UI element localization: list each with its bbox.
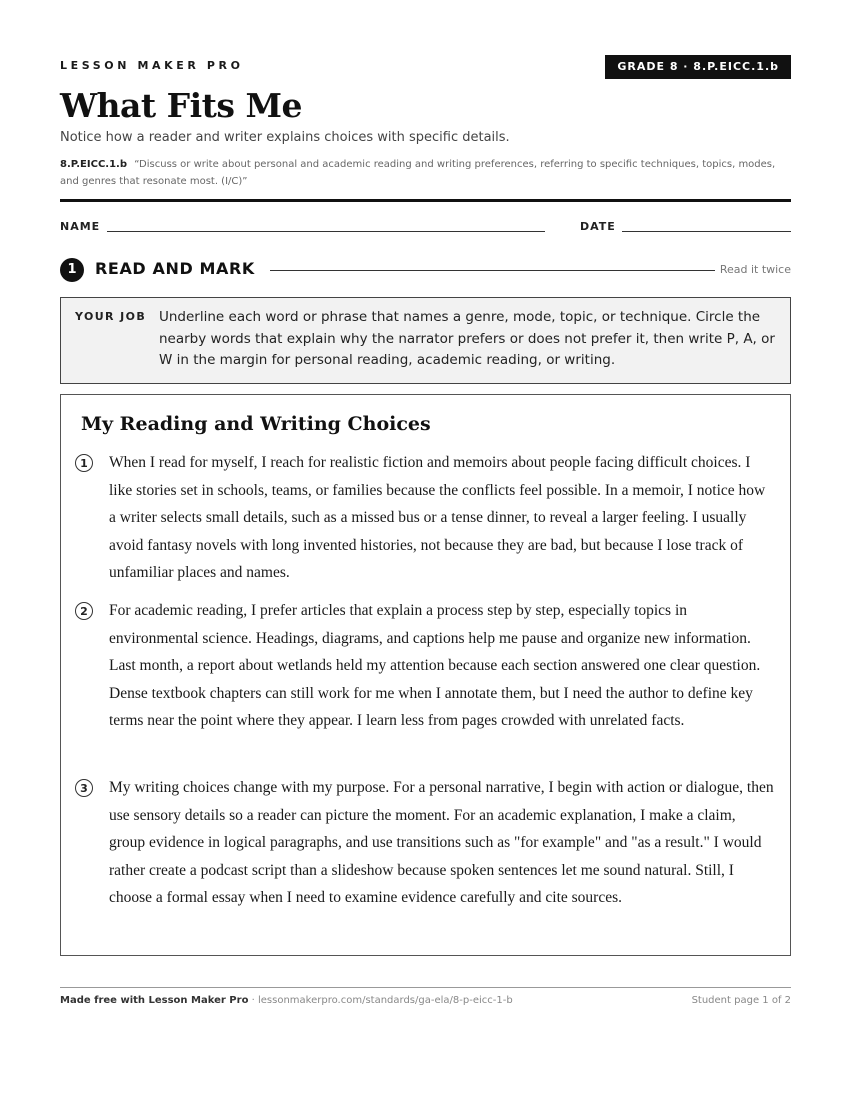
brand-name: LESSON MAKER PRO (60, 59, 244, 72)
paragraph-number: 3 (75, 779, 93, 797)
reading-passage (60, 394, 791, 956)
standard-text: “Discuss or write about personal and academic reading and writing preferences, referring to specific techniques, topics, modes, and genres that resonate most. (I/C)” (60, 159, 776, 187)
footer-url[interactable]: · lessonmakerpro.com/standards/ga-ela/8-p-eicc-1-b (251, 995, 513, 1006)
paragraph-text: My writing choices change with my purpose. For a personal narrative, I begin with action or dialogue, then use sensory details so a reader can picture the moment. For an academic explanation, I make a claim, group evidence in logical paragraphs, and use transitions such as "for example" and "as a result." I would rather create a podcast script than a slideshow because spoken sentences let me sound natural. Still, I choose a formal essay when I need to examine evidence carefully and cite sources. (109, 779, 774, 907)
instructions-box (60, 297, 791, 384)
footer-made-with: Made free with Lesson Maker Pro (60, 995, 249, 1006)
passage-title: My Reading and Writing Choices (81, 413, 431, 435)
section-title: READ AND MARK (95, 259, 255, 278)
grade-badge: GRADE 8 · 8.P.EICC.1.b (605, 55, 791, 79)
section-note: Read it twice (719, 263, 791, 276)
name-label: NAME (60, 220, 101, 233)
header-divider (60, 199, 791, 202)
job-label: YOUR JOB (75, 310, 147, 323)
date-label: DATE (580, 220, 616, 233)
footer-page-number: Student page 1 of 2 (691, 995, 791, 1006)
paragraph-number: 2 (75, 602, 93, 620)
date-line[interactable] (622, 231, 791, 232)
page-title: What Fits Me (60, 86, 302, 125)
paragraph-number: 1 (75, 454, 93, 472)
standard-code: 8.P.EICC.1.b (60, 159, 127, 170)
name-line[interactable] (107, 231, 545, 232)
paragraph-text: When I read for myself, I reach for realistic fiction and memoirs about people facing difficult choices. I like stories set in schools, teams, or families because the conflicts feel possible. In a memoir, I notice how a writer selects small details, such as a missed bus or a tense dinner, to reveal a larger feeling. I usually avoid fantasy novels with long invented histories, not because they are bad, but because I lose track of unfamiliar places and names. (109, 454, 766, 582)
paragraph-text: For academic reading, I prefer articles that explain a process step by step, especially topics in environmental science. Headings, diagrams, and captions help me pause and organize new information. Last month, a report about wetlands held my attention because each section answered one clear question. Dense textbook chapters can still work for me when I annotate them, but I need the author to define key terms near the point where they appear. I learn less from pages crowded with unrelated facts. (109, 602, 761, 730)
footer-credit (60, 995, 513, 1006)
section-rule (270, 270, 715, 271)
section-header (60, 258, 791, 282)
footer-divider (60, 987, 791, 988)
job-text: Underline each word or phrase that names a genre, mode, topic, or technique. Circle the nearby words that explain why the narrator prefers or does not prefer it, then write P, A, or W in the margin for personal reading, academic reading, or writing. (159, 309, 775, 368)
top-bar (60, 55, 791, 79)
page-subtitle: Notice how a reader and writer explains choices with specific details. (60, 130, 510, 145)
standard-description (60, 156, 791, 190)
name-date-row (60, 220, 791, 236)
section-number: 1 (60, 258, 84, 282)
